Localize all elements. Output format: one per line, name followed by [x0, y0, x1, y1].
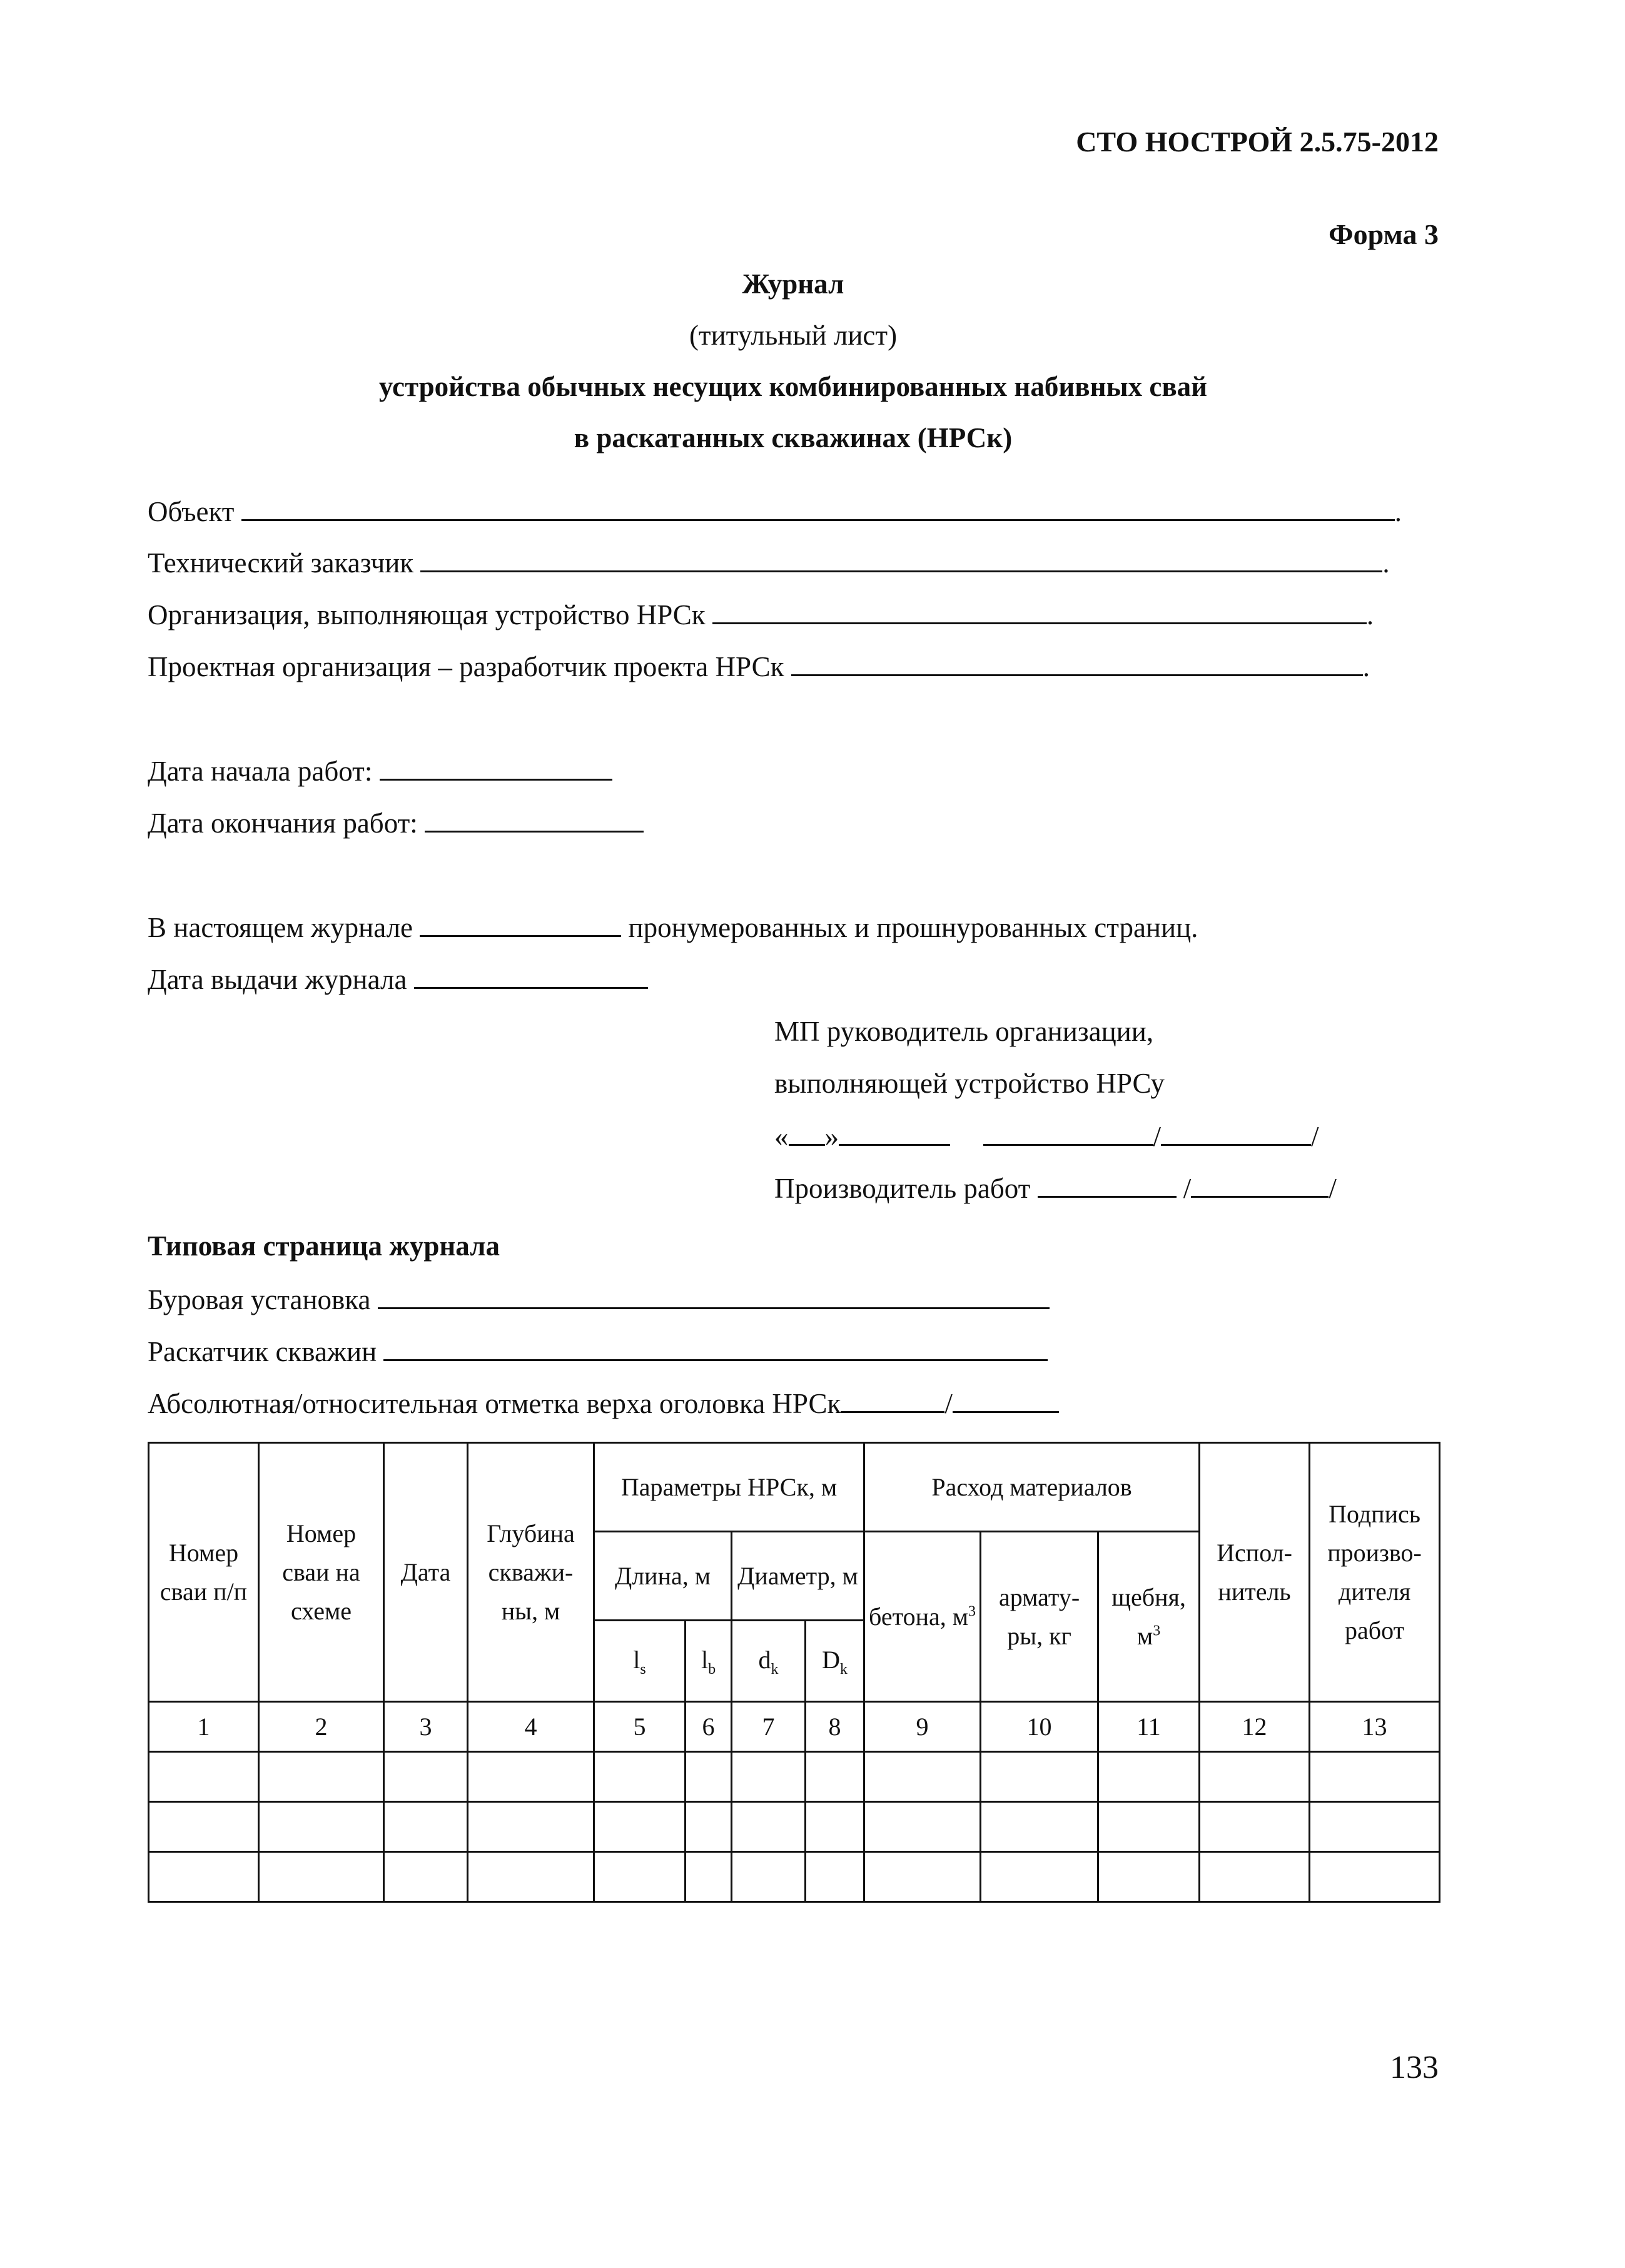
form-label: Форма 3 — [1329, 218, 1439, 250]
field-object[interactable]: Объект . — [148, 494, 1402, 528]
table-cell[interactable] — [1098, 1852, 1200, 1902]
table-cell[interactable] — [864, 1852, 981, 1902]
col-number-9: 9 — [864, 1702, 981, 1752]
col-number-1: 1 — [149, 1702, 259, 1752]
header-dk — [732, 1621, 806, 1702]
Dk-subscript: k — [839, 1661, 848, 1678]
header-materials-group: Расход материалов — [864, 1443, 1200, 1532]
table-cell[interactable] — [594, 1752, 686, 1802]
col-number-12: 12 — [1200, 1702, 1310, 1752]
page-count-prefix: В настоящем журнале — [148, 912, 413, 943]
start-date-label: Дата начала работ: — [148, 756, 373, 787]
table-cell[interactable] — [468, 1852, 594, 1902]
quote-close: » — [824, 1121, 839, 1152]
issue-date-line[interactable] — [414, 962, 648, 989]
field-object-label: Объект — [148, 496, 235, 527]
table-cell[interactable] — [1310, 1852, 1440, 1902]
field-designer-line[interactable] — [791, 649, 1363, 676]
head-mark-abs-line[interactable] — [841, 1386, 944, 1413]
dk-subscript: k — [771, 1661, 779, 1678]
table-cell[interactable] — [806, 1752, 864, 1802]
field-customer-label: Технический заказчик — [148, 547, 414, 579]
start-date-line[interactable] — [380, 754, 612, 781]
sign-month-line[interactable] — [839, 1119, 950, 1146]
table-cell[interactable] — [1200, 1802, 1310, 1852]
journal-title: Журнал — [742, 268, 844, 300]
table-cell[interactable] — [259, 1752, 384, 1802]
standard-code: СТО НОСТРОЙ 2.5.75-2012 — [1076, 126, 1439, 158]
field-end-date[interactable] — [148, 806, 644, 839]
table-cell[interactable] — [384, 1802, 468, 1852]
gravel-unit-sup: 3 — [1153, 1623, 1161, 1639]
table-cell[interactable] — [149, 1802, 259, 1852]
header-gravel — [1098, 1532, 1200, 1702]
table-cell[interactable] — [594, 1802, 686, 1852]
col-number-10: 10 — [981, 1702, 1098, 1752]
field-contractor-line[interactable] — [712, 597, 1367, 624]
table-cell[interactable] — [1200, 1752, 1310, 1802]
header-pile-number: Номер сваи п/п — [149, 1443, 259, 1702]
field-roller[interactable] — [148, 1334, 1048, 1368]
table-cell[interactable] — [981, 1802, 1098, 1852]
foreman-row[interactable]: Производитель работ / / — [774, 1171, 1337, 1205]
journal-subtitle: (титульный лист) — [689, 320, 898, 351]
col-number-7: 7 — [732, 1702, 806, 1752]
col-number-5: 5 — [594, 1702, 686, 1752]
col-number-8: 8 — [806, 1702, 864, 1752]
header-concrete — [864, 1532, 981, 1702]
col-number-6: 6 — [686, 1702, 732, 1752]
dk-symbol: d — [758, 1645, 771, 1674]
page-count-line[interactable] — [420, 910, 621, 937]
sign-signature-line[interactable] — [983, 1119, 1153, 1146]
foreman-label: Производитель работ — [774, 1173, 1031, 1204]
table-cell[interactable] — [259, 1802, 384, 1852]
drill-rig-label: Буровая установка — [148, 1284, 371, 1315]
field-contractor-label: Организация, выполняющая устройство НРСк — [148, 599, 706, 630]
table-cell[interactable] — [1098, 1802, 1200, 1852]
table-cell[interactable] — [686, 1852, 732, 1902]
gravel-label: щебня, м — [1111, 1582, 1186, 1650]
table-cell[interactable] — [686, 1752, 732, 1802]
roller-label: Раскатчик скважин — [148, 1336, 377, 1367]
field-designer-label: Проектная организация – разработчик проекта НРСк — [148, 651, 784, 682]
table-cell[interactable] — [594, 1852, 686, 1902]
sign-name-line[interactable] — [1161, 1119, 1311, 1146]
table-cell[interactable] — [1310, 1752, 1440, 1802]
lb-subscript: b — [708, 1661, 716, 1678]
field-start-date[interactable] — [148, 754, 612, 787]
roller-line[interactable] — [383, 1334, 1048, 1361]
signature-head-line1: МП руководитель организации, — [774, 1016, 1154, 1047]
lb-symbol: l — [701, 1645, 709, 1674]
table-cell[interactable] — [468, 1802, 594, 1852]
quote-open: « — [774, 1121, 789, 1152]
table-row[interactable] — [149, 1802, 1440, 1852]
table-cell[interactable] — [1310, 1802, 1440, 1852]
head-mark-rel-line[interactable] — [953, 1386, 1059, 1413]
typical-page-heading: Типовая страница журнала — [148, 1230, 500, 1262]
header-Dk — [806, 1621, 864, 1702]
field-customer[interactable]: Технический заказчик . — [148, 545, 1390, 579]
header-executor: Испол-нитель — [1200, 1443, 1310, 1702]
col-number-2: 2 — [259, 1702, 384, 1752]
concrete-unit-sup: 3 — [968, 1603, 976, 1620]
col-number-3: 3 — [384, 1702, 468, 1752]
end-date-line[interactable] — [425, 806, 644, 833]
journal-table — [148, 1442, 1440, 1903]
table-cell[interactable] — [1200, 1852, 1310, 1902]
table-cell[interactable] — [732, 1852, 806, 1902]
drill-rig-line[interactable] — [378, 1282, 1050, 1309]
table-cell[interactable] — [732, 1802, 806, 1852]
journal-purpose-line2: в раскатанных скважинах (НРСк) — [574, 422, 1013, 453]
signature-date-row[interactable]: « » / / — [774, 1119, 1319, 1153]
table-row[interactable] — [149, 1752, 1440, 1802]
table-cell[interactable] — [384, 1852, 468, 1902]
table-cell[interactable] — [732, 1752, 806, 1802]
table-cell[interactable] — [864, 1752, 981, 1802]
table-cell[interactable] — [686, 1802, 732, 1852]
col-number-4: 4 — [468, 1702, 594, 1752]
table-cell[interactable] — [259, 1852, 384, 1902]
foreman-signature-line[interactable] — [1038, 1171, 1177, 1198]
table-cell[interactable] — [149, 1752, 259, 1802]
field-designer[interactable]: Проектная организация – разработчик проекта НРСк . — [148, 649, 1370, 683]
header-lb — [686, 1621, 732, 1702]
header-pile-scheme-number: Номер сваи на схеме — [259, 1443, 384, 1702]
end-date-label: Дата окончания работ: — [148, 807, 418, 839]
field-issue-date[interactable] — [148, 962, 648, 996]
header-length: Длина, м — [594, 1532, 732, 1621]
table-cell[interactable] — [981, 1852, 1098, 1902]
table-cell[interactable] — [981, 1752, 1098, 1802]
foreman-name-line[interactable] — [1191, 1171, 1329, 1198]
field-head-mark[interactable]: Абсолютная/относительная отметка верха оголовка НРСк / — [148, 1386, 1059, 1420]
concrete-label: бетона, м — [869, 1602, 969, 1631]
field-customer-line[interactable] — [420, 545, 1382, 572]
header-params-group: Параметры НРСк, м — [594, 1443, 864, 1532]
Dk-symbol: D — [822, 1645, 840, 1674]
table-row[interactable] — [149, 1852, 1440, 1902]
table-cell[interactable] — [806, 1802, 864, 1852]
head-mark-label: Абсолютная/относительная отметка верха оголовка НРСк — [148, 1388, 841, 1419]
signature-head-line2: выполняющей устройство НРСу — [774, 1068, 1165, 1099]
journal-purpose-line1: устройства обычных несущих комбинированных набивных свай — [378, 371, 1208, 402]
header-diameter: Диаметр, м — [732, 1532, 864, 1621]
header-rebar: армату-ры, кг — [981, 1532, 1098, 1702]
field-page-count[interactable] — [148, 910, 1198, 944]
header-ls — [594, 1621, 686, 1702]
table-cell[interactable] — [149, 1852, 259, 1902]
page-number: 133 — [1390, 2050, 1439, 2085]
table-cell[interactable] — [468, 1752, 594, 1802]
header-signature: Подпись произво-дителя работ — [1310, 1443, 1440, 1702]
header-date: Дата — [384, 1443, 468, 1702]
table-cell[interactable] — [864, 1802, 981, 1852]
ls-subscript: s — [640, 1661, 646, 1678]
ls-symbol: l — [633, 1645, 640, 1674]
field-object-line[interactable] — [241, 494, 1395, 521]
table-cell[interactable] — [384, 1752, 468, 1802]
col-number-11: 11 — [1098, 1702, 1200, 1752]
sign-day-line[interactable] — [789, 1119, 825, 1146]
field-drill-rig[interactable] — [148, 1282, 1050, 1316]
header-depth: Глубина скважи-ны, м — [468, 1443, 594, 1702]
page-count-suffix: пронумерованных и прошнурованных страниц. — [628, 912, 1198, 943]
table-cell[interactable] — [1098, 1752, 1200, 1802]
field-contractor[interactable]: Организация, выполняющая устройство НРСк . — [148, 597, 1374, 631]
table-cell[interactable] — [806, 1852, 864, 1902]
issue-date-label: Дата выдачи журнала — [148, 964, 407, 995]
column-numbers-row — [149, 1702, 1440, 1752]
col-number-13: 13 — [1310, 1702, 1440, 1752]
